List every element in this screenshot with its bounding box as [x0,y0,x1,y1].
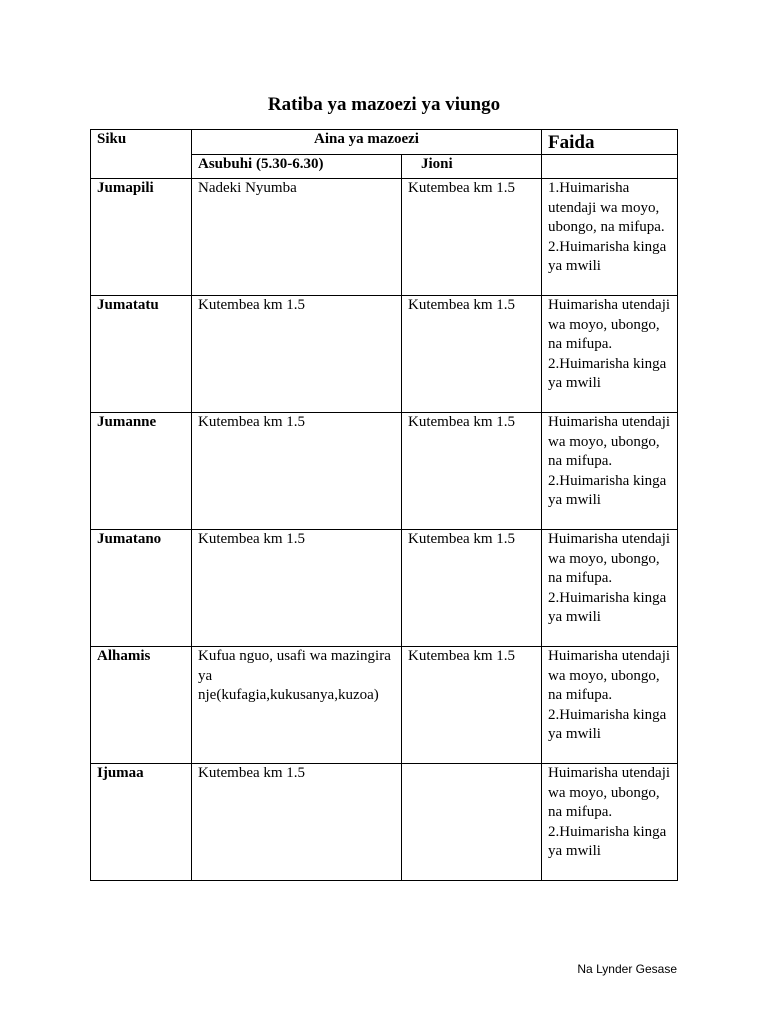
cell-faida: Huimarisha utendaji wa moyo, ubongo, na mifupa. 2.Huimarisha kinga ya mwili [542,647,678,764]
cell-faida: Huimarisha utendaji wa moyo, ubongo, na mifupa. 2.Huimarisha kinga ya mwili [542,296,678,413]
cell-asubuhi: Nadeki Nyumba [192,179,402,296]
cell-siku: Jumanne [91,413,192,530]
cell-jioni: Kutembea km 1.5 [402,530,542,647]
cell-jioni: Kutembea km 1.5 [402,413,542,530]
table-row [91,296,678,413]
table-row [91,530,678,647]
cell-siku: Ijumaa [91,764,192,881]
header-row [91,130,678,155]
header-asubuhi: Asubuhi (5.30-6.30) [192,155,402,179]
cell-asubuhi: Kutembea km 1.5 [192,530,402,647]
cell-jioni [402,764,542,881]
cell-asubuhi: Kutembea km 1.5 [192,764,402,881]
header-siku: Siku [91,130,192,179]
exercise-schedule-table [90,129,678,881]
table-row [91,764,678,881]
cell-siku: Jumatatu [91,296,192,413]
cell-asubuhi: Kufua nguo, usafi wa mazingira ya nje(kufagia,kukusanya,kuzoa) [192,647,402,764]
header-faida-empty [542,155,678,179]
cell-jioni: Kutembea km 1.5 [402,647,542,764]
cell-jioni: Kutembea km 1.5 [402,296,542,413]
cell-jioni: Kutembea km 1.5 [402,179,542,296]
document-title: Ratiba ya mazoezi ya viungo [267,94,501,115]
header-jioni: Jioni [402,155,542,179]
author-footer: Na Lynder Gesase [577,962,677,976]
cell-siku: Jumapili [91,179,192,296]
header-faida: Faida [542,130,678,155]
cell-asubuhi: Kutembea km 1.5 [192,413,402,530]
table-row [91,647,678,764]
cell-siku: Jumatano [91,530,192,647]
cell-siku: Alhamis [91,647,192,764]
cell-faida: Huimarisha utendaji wa moyo, ubongo, na mifupa. 2.Huimarisha kinga ya mwili [542,764,678,881]
table-row [91,413,678,530]
cell-faida: Huimarisha utendaji wa moyo, ubongo, na mifupa. 2.Huimarisha kinga ya mwili [542,413,678,530]
cell-faida: 1.Huimarisha utendaji wa moyo, ubongo, na mifupa. 2.Huimarisha kinga ya mwili [542,179,678,296]
table-row [91,179,678,296]
cell-faida: Huimarisha utendaji wa moyo, ubongo, na mifupa. 2.Huimarisha kinga ya mwili [542,530,678,647]
cell-asubuhi: Kutembea km 1.5 [192,296,402,413]
header-aina-ya-mazoezi: Aina ya mazoezi [192,130,542,155]
